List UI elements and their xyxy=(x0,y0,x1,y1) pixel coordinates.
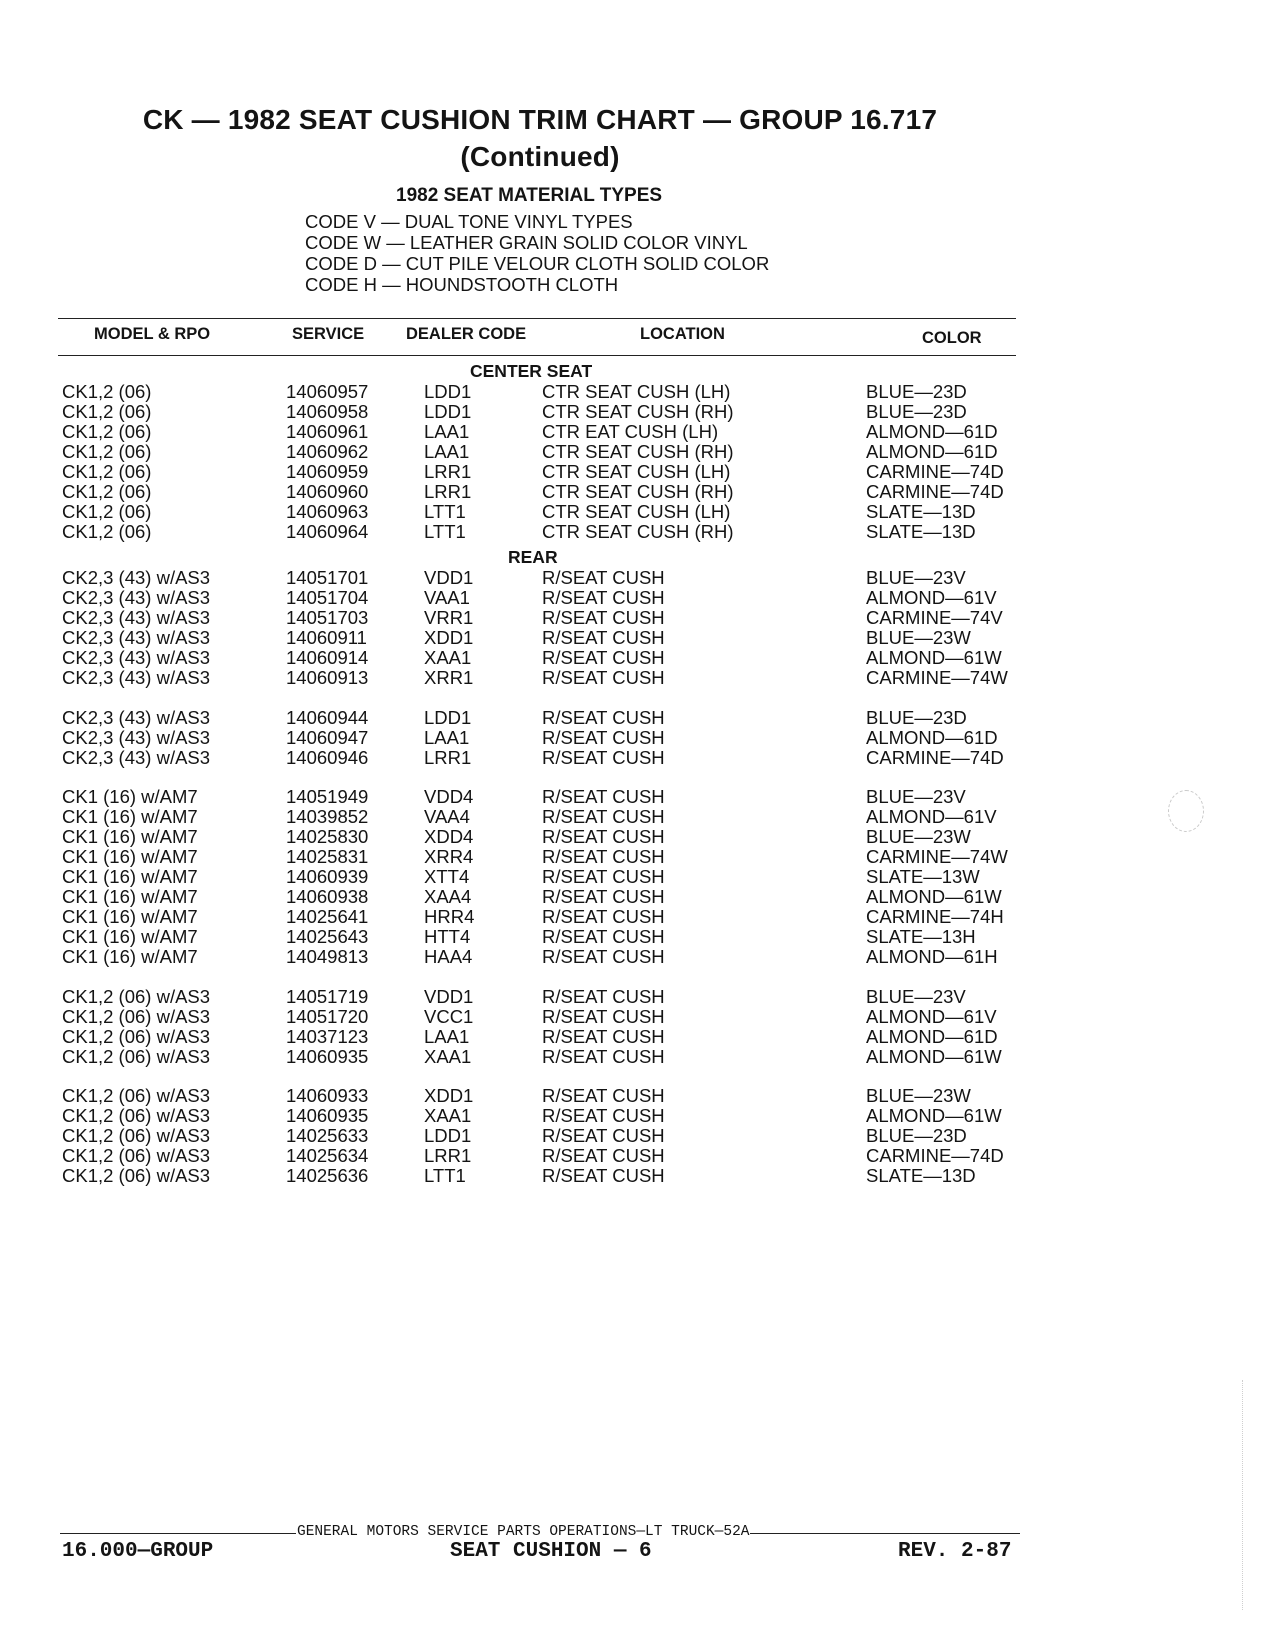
cell-model: CK1,2 (06) xyxy=(62,481,152,502)
cell-model: CK1 (16) w/AM7 xyxy=(62,886,198,907)
cell-location: R/SEAT CUSH xyxy=(542,985,665,1007)
cell-color: SLATE—13H xyxy=(866,926,976,947)
cell-color: CARMINE—74V xyxy=(866,607,1003,628)
cell-color: BLUE—23W xyxy=(866,627,971,648)
cell-location: R/SEAT CUSH xyxy=(542,946,665,967)
cell-model: CK1,2 (06) w/AS3 xyxy=(62,1085,211,1106)
cell-location: R/SEAT CUSH xyxy=(542,866,665,887)
cell-color: ALMOND—61V xyxy=(866,587,997,608)
cell-color: BLUE—23D xyxy=(866,706,967,728)
cell-model: CK2,3 (43) w/AS3 xyxy=(62,706,211,728)
cell-service-number: 14025634 xyxy=(286,1145,369,1166)
cell-dealer-code: XAA1 xyxy=(424,647,472,668)
cell-service-number: 14060914 xyxy=(286,647,369,668)
cell-model: CK1 (16) w/AM7 xyxy=(62,826,198,847)
table-row xyxy=(0,501,1280,522)
cell-service-number: 14060944 xyxy=(286,706,369,728)
cell-service-number: 14060946 xyxy=(286,746,369,768)
cell-location: CTR SEAT CUSH (LH) xyxy=(542,461,731,482)
cell-model: CK1,2 (06) w/AS3 xyxy=(62,1125,211,1146)
cell-model: CK2,3 (43) w/AS3 xyxy=(62,607,211,628)
cell-service-number: 14060961 xyxy=(286,421,369,442)
section-rear: REAR xyxy=(508,547,558,567)
cell-location: R/SEAT CUSH xyxy=(542,587,665,608)
cell-model: CK2,3 (43) w/AS3 xyxy=(62,667,211,688)
cell-model: CK1,2 (06) xyxy=(62,461,152,482)
cell-color: CARMINE—74D xyxy=(866,461,1004,482)
cell-dealer-code: LDD1 xyxy=(424,381,472,402)
table-row xyxy=(0,587,1280,608)
table-row xyxy=(0,707,1280,728)
cell-color: BLUE—23D xyxy=(866,381,967,402)
cell-dealer-code: XAA4 xyxy=(424,886,472,907)
cell-location: R/SEAT CUSH xyxy=(542,926,665,947)
cell-location: CTR SEAT CUSH (RH) xyxy=(542,521,734,542)
cell-location: R/SEAT CUSH xyxy=(542,1165,665,1186)
cell-service-number: 14060959 xyxy=(286,461,369,482)
table-row xyxy=(0,1085,1280,1106)
cell-service-number: 14051704 xyxy=(286,587,369,608)
table-row xyxy=(0,826,1280,847)
cell-service-number: 14025633 xyxy=(286,1125,369,1146)
cell-model: CK1,2 (06) xyxy=(62,401,152,422)
cell-model: CK1,2 (06) w/AS3 xyxy=(62,1145,211,1166)
cell-color: CARMINE—74D xyxy=(866,746,1004,768)
cell-color: SLATE—13D xyxy=(866,501,976,522)
cell-dealer-code: XRR4 xyxy=(424,846,474,867)
cell-location: R/SEAT CUSH xyxy=(542,607,665,628)
cell-color: SLATE—13W xyxy=(866,866,980,887)
table-row xyxy=(0,381,1280,402)
table-row xyxy=(0,1006,1280,1027)
cell-model: CK1,2 (06) xyxy=(62,501,152,522)
cell-model: CK2,3 (43) w/AS3 xyxy=(62,567,211,588)
cell-model: CK1 (16) w/AM7 xyxy=(62,906,198,927)
cell-location: R/SEAT CUSH xyxy=(542,627,665,648)
table-row xyxy=(0,946,1280,967)
table-row xyxy=(0,421,1280,442)
cell-dealer-code: LRR1 xyxy=(424,1145,472,1166)
cell-dealer-code: LAA1 xyxy=(424,1025,470,1047)
table-row xyxy=(0,607,1280,628)
cell-location: R/SEAT CUSH xyxy=(542,726,665,748)
cell-color: ALMOND—61V xyxy=(866,806,997,827)
cell-location: R/SEAT CUSH xyxy=(542,786,665,807)
cell-dealer-code: LDD1 xyxy=(424,1125,472,1146)
cell-color: ALMOND—61D xyxy=(866,1025,998,1047)
cell-service-number: 14051719 xyxy=(286,985,369,1007)
cell-service-number: 14025643 xyxy=(286,926,369,947)
cell-dealer-code: XDD4 xyxy=(424,826,474,847)
cell-service-number: 14025831 xyxy=(286,846,369,867)
cell-dealer-code: VDD1 xyxy=(424,567,474,588)
material-types-heading: 1982 SEAT MATERIAL TYPES xyxy=(396,185,663,206)
cell-dealer-code: XAA1 xyxy=(424,1045,472,1067)
table-row xyxy=(0,727,1280,748)
cell-location: CTR SEAT CUSH (LH) xyxy=(542,501,731,522)
cell-service-number: 14060913 xyxy=(286,667,369,688)
table-row xyxy=(0,786,1280,807)
cell-model: CK1 (16) w/AM7 xyxy=(62,946,198,967)
page-title: CK — 1982 SEAT CUSHION TRIM CHART — GROUP 16.717 xyxy=(142,104,938,135)
table-row xyxy=(0,567,1280,588)
cell-dealer-code: XDD1 xyxy=(424,627,474,648)
cell-dealer-code: VCC1 xyxy=(424,1005,474,1027)
cell-service-number: 14060947 xyxy=(286,726,369,748)
cell-color: CARMINE—74D xyxy=(866,1145,1004,1166)
cell-service-number: 14049813 xyxy=(286,946,369,967)
cell-dealer-code: LDD1 xyxy=(424,401,472,422)
cell-color: BLUE—23D xyxy=(866,1125,967,1146)
cell-location: CTR EAT CUSH (LH) xyxy=(542,421,719,442)
cell-model: CK2,3 (43) w/AS3 xyxy=(62,587,211,608)
cell-service-number: 14025641 xyxy=(286,906,369,927)
cell-service-number: 14039852 xyxy=(286,806,369,827)
cell-location: R/SEAT CUSH xyxy=(542,706,665,728)
cell-dealer-code: LDD1 xyxy=(424,706,472,728)
cell-model: CK2,3 (43) w/AS3 xyxy=(62,746,211,768)
material-codes-list xyxy=(305,211,769,295)
table-row xyxy=(0,401,1280,422)
cell-location: R/SEAT CUSH xyxy=(542,1025,665,1047)
cell-color: BLUE—23W xyxy=(866,1085,971,1106)
table-row xyxy=(0,986,1280,1007)
cell-model: CK1 (16) w/AM7 xyxy=(62,786,198,807)
cell-color: BLUE—23D xyxy=(866,401,967,422)
margin-speckle xyxy=(1242,1380,1243,1610)
cell-service-number: 14060935 xyxy=(286,1045,369,1067)
cell-color: BLUE—23V xyxy=(866,567,966,588)
cell-color: ALMOND—61H xyxy=(866,946,998,967)
cell-service-number: 14060960 xyxy=(286,481,369,502)
table-row xyxy=(0,647,1280,668)
cell-model: CK1,2 (06) w/AS3 xyxy=(62,1105,211,1126)
cell-color: BLUE—23W xyxy=(866,826,971,847)
footer-group: 16.000—GROUP xyxy=(62,1540,214,1563)
table-row xyxy=(0,441,1280,462)
cell-model: CK1,2 (06) xyxy=(62,441,152,462)
cell-color: CARMINE—74W xyxy=(866,667,1008,688)
cell-location: R/SEAT CUSH xyxy=(542,886,665,907)
header-dealer-code: DEALER CODE xyxy=(406,325,527,343)
cell-color: CARMINE—74W xyxy=(866,846,1008,867)
header-location: LOCATION xyxy=(640,325,725,343)
cell-service-number: 14051720 xyxy=(286,1005,369,1027)
material-code-d: CODE D — CUT PILE VELOUR CLOTH SOLID COLOR xyxy=(305,253,770,274)
table-row xyxy=(0,906,1280,927)
cell-dealer-code: VRR1 xyxy=(424,607,474,628)
cell-model: CK1 (16) w/AM7 xyxy=(62,806,198,827)
footer-publisher: GENERAL MOTORS SERVICE PARTS OPERATIONS—LT TRUCK—52A xyxy=(297,1524,750,1540)
cell-service-number: 14060962 xyxy=(286,441,369,462)
cell-model: CK1,2 (06) w/AS3 xyxy=(62,1025,211,1047)
cell-dealer-code: LAA1 xyxy=(424,726,470,748)
cell-service-number: 14025636 xyxy=(286,1165,369,1186)
cell-service-number: 14060938 xyxy=(286,886,369,907)
cell-service-number: 14037123 xyxy=(286,1025,369,1047)
header-color: COLOR xyxy=(922,329,982,347)
cell-location: CTR SEAT CUSH (RH) xyxy=(542,441,734,462)
cell-dealer-code: VDD4 xyxy=(424,786,474,807)
cell-location: R/SEAT CUSH xyxy=(542,1145,665,1166)
table-row xyxy=(0,806,1280,827)
cell-location: R/SEAT CUSH xyxy=(542,1085,665,1106)
cell-color: ALMOND—61W xyxy=(866,647,1002,668)
cell-color: CARMINE—74H xyxy=(866,906,1004,927)
cell-location: R/SEAT CUSH xyxy=(542,806,665,827)
cell-model: CK1 (16) w/AM7 xyxy=(62,926,198,947)
cell-service-number: 14060957 xyxy=(286,381,369,402)
cell-model: CK1,2 (06) w/AS3 xyxy=(62,1165,211,1186)
cell-dealer-code: LRR1 xyxy=(424,746,472,768)
cell-service-number: 14051949 xyxy=(286,786,369,807)
cell-service-number: 14051701 xyxy=(286,567,369,588)
cell-location: R/SEAT CUSH xyxy=(542,1125,665,1146)
cell-color: ALMOND—61D xyxy=(866,726,998,748)
cell-dealer-code: XRR1 xyxy=(424,667,474,688)
cell-model: CK1,2 (06) w/AS3 xyxy=(62,1045,211,1067)
table-row xyxy=(0,866,1280,887)
material-code-v: CODE V — DUAL TONE VINYL TYPES xyxy=(305,211,633,232)
table-row xyxy=(0,926,1280,947)
cell-location: R/SEAT CUSH xyxy=(542,667,665,688)
table-header-rule xyxy=(58,355,1016,356)
table-row xyxy=(0,461,1280,482)
cell-color: BLUE—23V xyxy=(866,786,966,807)
cell-service-number: 14060935 xyxy=(286,1105,369,1126)
cell-dealer-code: XDD1 xyxy=(424,1085,474,1106)
cell-color: ALMOND—61V xyxy=(866,1005,997,1027)
cell-model: CK1,2 (06) w/AS3 xyxy=(62,985,211,1007)
table-row xyxy=(0,667,1280,688)
table-row xyxy=(0,747,1280,768)
table-row xyxy=(0,846,1280,867)
table-row xyxy=(0,1105,1280,1126)
cell-color: ALMOND—61D xyxy=(866,441,998,462)
cell-model: CK1,2 (06) w/AS3 xyxy=(62,1005,211,1027)
cell-service-number: 14060964 xyxy=(286,521,369,542)
cell-model: CK1,2 (06) xyxy=(62,421,152,442)
cell-location: R/SEAT CUSH xyxy=(542,746,665,768)
cell-model: CK1 (16) w/AM7 xyxy=(62,866,198,887)
cell-dealer-code: LAA1 xyxy=(424,421,470,442)
cell-dealer-code: VAA1 xyxy=(424,587,470,608)
cell-location: R/SEAT CUSH xyxy=(542,826,665,847)
cell-service-number: 14060911 xyxy=(286,627,367,648)
binder-hole-mark xyxy=(1168,790,1204,832)
material-code-w: CODE W — LEATHER GRAIN SOLID COLOR VINYL xyxy=(305,232,748,253)
cell-location: R/SEAT CUSH xyxy=(542,1045,665,1067)
cell-location: R/SEAT CUSH xyxy=(542,1105,665,1126)
cell-color: ALMOND—61W xyxy=(866,1045,1002,1067)
table-row xyxy=(0,1125,1280,1146)
cell-location: R/SEAT CUSH xyxy=(542,846,665,867)
section-center-seat: CENTER SEAT xyxy=(470,361,593,381)
cell-dealer-code: HAA4 xyxy=(424,946,473,967)
table-row xyxy=(0,1165,1280,1186)
cell-color: SLATE—13D xyxy=(866,521,976,542)
cell-location: R/SEAT CUSH xyxy=(542,567,665,588)
cell-service-number: 14025830 xyxy=(286,826,369,847)
table-row xyxy=(0,1145,1280,1166)
cell-dealer-code: VAA4 xyxy=(424,806,470,827)
cell-dealer-code: LRR1 xyxy=(424,481,472,502)
page-subtitle: (Continued) xyxy=(460,141,620,172)
cell-service-number: 14060958 xyxy=(286,401,369,422)
material-code-h: CODE H — HOUNDSTOOTH CLOTH xyxy=(305,274,619,295)
cell-model: CK2,3 (43) w/AS3 xyxy=(62,647,211,668)
footer-revision: REV. 2-87 xyxy=(898,1540,1012,1563)
cell-dealer-code: HRR4 xyxy=(424,906,475,927)
table-row xyxy=(0,627,1280,648)
cell-model: CK1,2 (06) xyxy=(62,521,152,542)
table-row xyxy=(0,481,1280,502)
cell-model: CK2,3 (43) w/AS3 xyxy=(62,627,211,648)
cell-dealer-code: LTT1 xyxy=(424,501,466,522)
cell-service-number: 14051703 xyxy=(286,607,369,628)
cell-color: ALMOND—61W xyxy=(866,886,1002,907)
cell-color: SLATE—13D xyxy=(866,1165,976,1186)
cell-service-number: 14060939 xyxy=(286,866,369,887)
cell-dealer-code: VDD1 xyxy=(424,985,474,1007)
table-row xyxy=(0,886,1280,907)
table-row xyxy=(0,1026,1280,1047)
cell-location: R/SEAT CUSH xyxy=(542,906,665,927)
header-service: SERVICE xyxy=(292,325,365,343)
cell-location: CTR SEAT CUSH (LH) xyxy=(542,381,731,402)
cell-dealer-code: LTT1 xyxy=(424,1165,466,1186)
cell-dealer-code: XAA1 xyxy=(424,1105,472,1126)
cell-color: ALMOND—61W xyxy=(866,1105,1002,1126)
cell-model: CK2,3 (43) w/AS3 xyxy=(62,726,211,748)
cell-service-number: 14060933 xyxy=(286,1085,369,1106)
cell-color: CARMINE—74D xyxy=(866,481,1004,502)
cell-dealer-code: HTT4 xyxy=(424,926,471,947)
cell-color: BLUE—23V xyxy=(866,985,966,1007)
cell-model: CK1,2 (06) xyxy=(62,381,152,402)
cell-location: CTR SEAT CUSH (RH) xyxy=(542,481,734,502)
footer-page: SEAT CUSHION — 6 xyxy=(450,1540,652,1563)
cell-dealer-code: LTT1 xyxy=(424,521,466,542)
cell-dealer-code: XTT4 xyxy=(424,866,470,887)
table-row xyxy=(0,1046,1280,1067)
table-top-rule xyxy=(58,318,1016,319)
cell-dealer-code: LAA1 xyxy=(424,441,470,462)
cell-location: R/SEAT CUSH xyxy=(542,647,665,668)
cell-dealer-code: LRR1 xyxy=(424,461,472,482)
cell-color: ALMOND—61D xyxy=(866,421,998,442)
cell-location: CTR SEAT CUSH (RH) xyxy=(542,401,734,422)
header-model: MODEL & RPO xyxy=(94,325,211,343)
cell-service-number: 14060963 xyxy=(286,501,369,522)
cell-model: CK1 (16) w/AM7 xyxy=(62,846,198,867)
cell-location: R/SEAT CUSH xyxy=(542,1005,665,1027)
table-row xyxy=(0,521,1280,542)
